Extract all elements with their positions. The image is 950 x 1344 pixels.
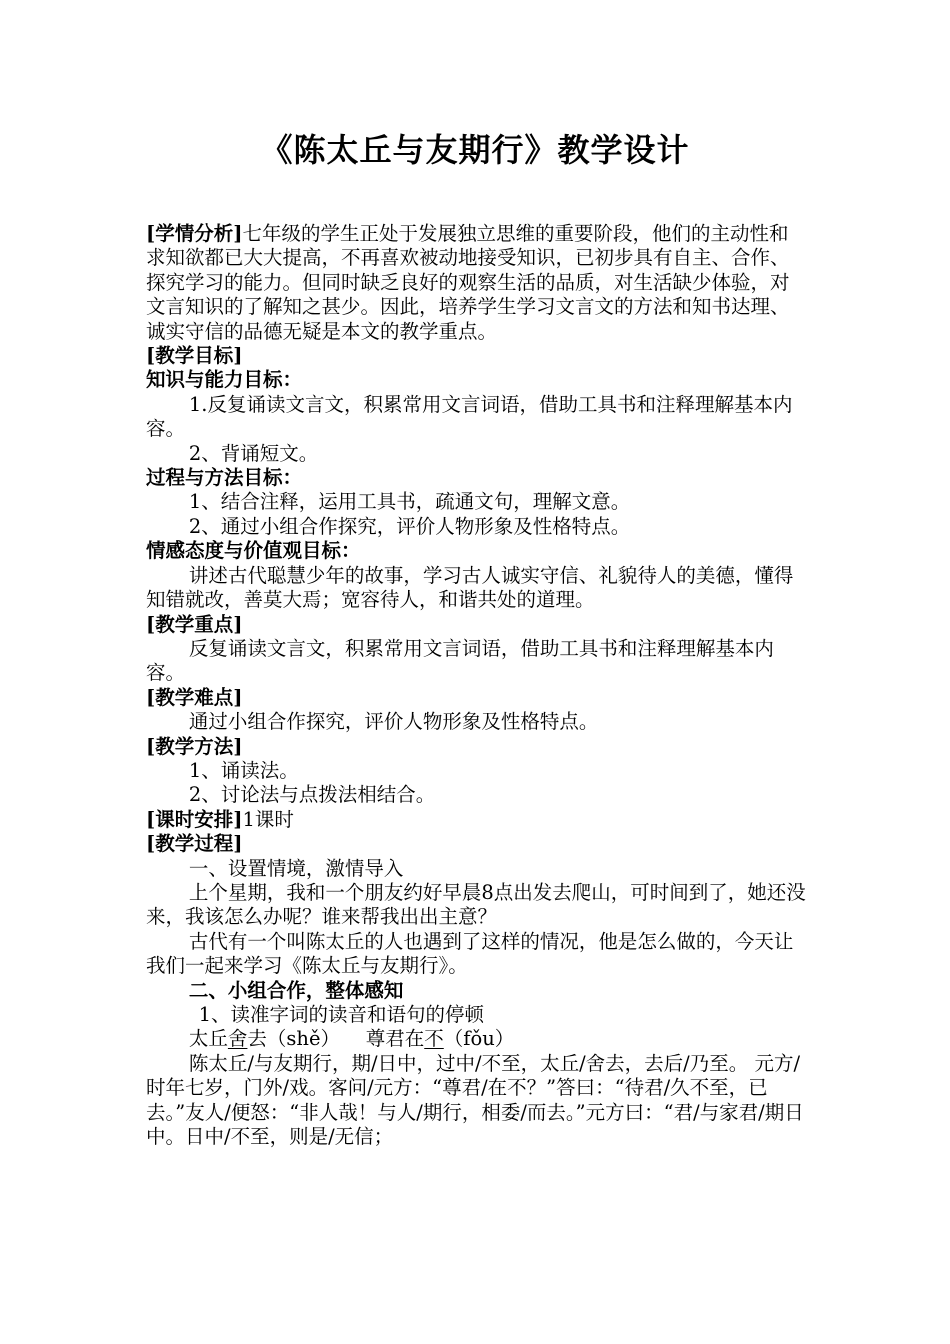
knowledge-goal-item: 1.反复诵读文言文，积累常用文言词语，借助工具书和注释理解基本内容。 xyxy=(146,392,793,441)
document-body xyxy=(146,222,806,1149)
analysis-label: [学情分析] xyxy=(146,222,243,245)
schedule-label: [课时安排] xyxy=(146,807,243,831)
analysis-text: 七年级的学生正处于发展独立思维的重要阶段，他们的主动性和求知欲都已大大提高，不再喜欢被动地接受知识，已初步具有自主、合作、探究学习的能力。但同时缺乏良好的观察生活的品质，对生活缺少体验，对文言知识的了解知之甚少。因此，培养学生学习文言文的方法和知书达理、诚实守信的品德无疑是本文的教学重点。 xyxy=(146,222,790,343)
pron-gap xyxy=(340,1027,366,1050)
process-goal-item: 1、结合注释，运用工具书，疏通文句，理解文意。 xyxy=(188,490,631,514)
emotion-goal-text: 讲述古代聪慧少年的故事，学习古人诚实守信、礼貌待人的美德，懂得知错就改，善莫大焉；宽容待人，和谐共处的道理。 xyxy=(146,563,794,612)
methods-heading: [教学方法] xyxy=(146,734,243,758)
pron-a-prefix: 太丘 xyxy=(188,1027,228,1051)
analysis-paragraph xyxy=(146,222,806,344)
difficult-points-text: 通过小组合作探究，评价人物形象及性格特点。 xyxy=(188,710,599,734)
emotion-goals-label: 情感态度与价值观目标： xyxy=(146,539,361,563)
document-title: 《陈太丘与友期行》教学设计 xyxy=(260,131,690,169)
process-heading: [教学过程] xyxy=(146,832,243,856)
knowledge-goal-item: 2、背诵短文。 xyxy=(188,441,319,465)
step1-title: 一、设置情境，激情导入 xyxy=(188,856,404,880)
step1-paragraph: 古代有一个叫陈太丘的人也遇到了这样的情况，他是怎么做的，今天让我们一起来学习《陈太丘与友期行》。 xyxy=(146,929,794,978)
method-item: 1、诵读法。 xyxy=(188,758,299,782)
step2-title: 二、小组合作，整体感知 xyxy=(188,978,404,1002)
key-points-heading: [教学重点] xyxy=(146,612,243,636)
knowledge-goals-label: 知识与能力目标： xyxy=(146,368,303,392)
pron-a-suffix: 去（shě） xyxy=(247,1027,341,1051)
pron-b-suffix: （fǒu） xyxy=(443,1027,515,1051)
reading-paragraph: 陈太丘/与友期行，期/日中，过中/不至，太丘/舍去，去后/乃至。 元方/时年七岁，门外/戏。客问/元方：“尊君/在不？”答曰：“待君/久不至，已去。”友人/便怒：“非人哉！与人/期行，相委/而去。”元方曰：“君/与家君/期日中。日中/不至，则是/无信； xyxy=(146,1051,804,1149)
pron-a-word: 舍 xyxy=(227,1027,248,1051)
pron-b-word: 不 xyxy=(424,1027,444,1051)
pron-b-prefix: 尊君在 xyxy=(365,1027,425,1051)
step2-subtitle: 1、读准字词的读音和语句的停顿 xyxy=(198,1003,485,1026)
key-points-text: 反复诵读文言文，积累常用文言词语，借助工具书和注释理解基本内容。 xyxy=(146,636,774,685)
step1-paragraph: 上个星期，我和一个朋友约好早晨8点出发去爬山，可时间到了，她还没来，我该怎么办呢？谁来帮我出出主意？ xyxy=(146,880,806,929)
schedule-line xyxy=(146,808,806,832)
process-goal-item: 2、通过小组合作探究，评价人物形象及性格特点。 xyxy=(188,514,631,538)
schedule-value: 1课时 xyxy=(242,807,294,831)
difficult-points-heading: [教学难点] xyxy=(146,685,243,709)
goals-heading: [教学目标] xyxy=(146,344,243,368)
method-item: 2、讨论法与点拨法相结合。 xyxy=(188,783,436,807)
process-goals-label: 过程与方法目标： xyxy=(146,466,303,490)
pronunciation-line xyxy=(146,1027,806,1051)
